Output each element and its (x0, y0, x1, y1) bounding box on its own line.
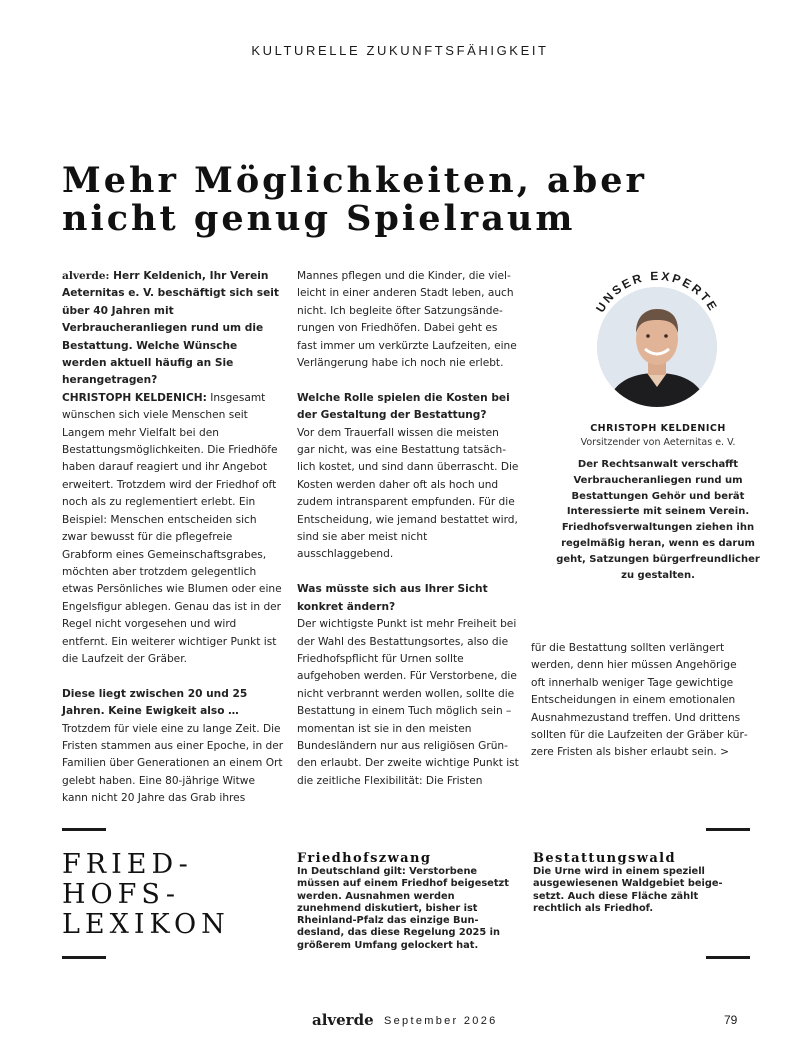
page-number: 79 (724, 1013, 738, 1027)
term-definition: Die Urne wird in einem speziell ausgewiesenen Waldgebiet beigesetzt. Auch diese Fläche zählt rechtlich als Friedhof. (533, 866, 723, 914)
question-3: Welche Rolle spielen die Kosten bei der Gestaltung der Bestattung? (297, 391, 510, 422)
answer-2: Trotzdem für viele eine zu lange Zeit. Die Fristen stammen aus einer Epoche, in der Familien über Generationen an einem Ort gelebt haben. Eine 80-jährige Witwe kann nicht 20 Jahre das Grab ihres (62, 722, 284, 805)
brand-label: alverde: (62, 270, 110, 282)
lexikon-top-rule (62, 828, 106, 831)
lexikon-term-1 (297, 851, 515, 952)
expert-badge (582, 263, 732, 413)
term-definition: In Deutschland gilt: Verstorbene müssen auf einem Friedhof beigesetzt werden. Ausnahmen werden zunehmend diskutiert, bisher ist Rheinland-Pfalz das einzige Bundesland, das diese Regelung 2025 in größerem Umfang gelockert hat. (297, 866, 509, 951)
expert-name: CHRISTOPH KELDENICH (590, 423, 726, 434)
speaker-label: CHRISTOPH KELDENICH: (62, 391, 207, 404)
lexikon-bottom-rule (62, 956, 106, 959)
headline-line-1: Mehr Möglichkeiten, aber (62, 160, 647, 201)
answer-4-continued: für die Bestattung sollten verlängert werden, denn hier müssen Angehörige oft innerhalb weniger Tage gewichtige Entscheidungen in einem emotionalen Ausnahmezustand treffen. Und drittens sollten für die Laufzeiten der Gräber kürzere Fristen als bisher erlaubt sein. > (531, 642, 748, 759)
question-2: Diese liegt zwischen 20 und 25 Jahren. Keine Ewigkeit also … (62, 687, 248, 718)
expert-description: Der Rechtsanwalt verschafft Verbraucheranliegen rund um Bestattungen Gehör und berät Interessierte mit seinem Verein. Friedhofsverwaltungen ziehen ihn regelmäßig heran, wenn es darum geht, Satzungen bürgerfreundlicher zu gestalten. (556, 459, 760, 581)
expert-role: Vorsitzender von Aeternitas e. V. (580, 437, 736, 448)
headline (62, 162, 742, 238)
answer-3: Vor dem Trauerfall wissen die meisten gar nicht, was eine Bestattung tatsächlich kostet, und sind dann überrascht. Die Kosten werden daher oft als hoch und zudem intransparent empfunden. Für die Entscheidung, wie jemand bestattet wird, sind sie aber meist nicht ausschlaggebend. (297, 426, 519, 561)
article-column-2 (297, 268, 519, 808)
answer-4: Der wichtigste Punkt ist mehr Freiheit bei der Wahl des Bestattungsortes, also die Friedhofspflicht für Urnen sollte aufgehoben werden. Für Verstorbene, die nicht verbrannt werden wollen, sollte die Bestattung in einem Tuch möglich sein – momentan ist sie in den meisten Bundesländern nur aus religiösen Gründen erlaubt. Der zweite wichtige Punkt ist die zeitliche Flexibilität: Die Fristen (297, 618, 519, 787)
footer-issue-date: September 2026 (384, 1015, 498, 1027)
headline-line-2: nicht genug Spielraum (62, 198, 576, 239)
lexikon-bottom-rule-right (706, 956, 750, 959)
article-column-1 (62, 268, 284, 825)
lexikon-title: FRIED- HOFS- LEXIKON (62, 849, 230, 940)
expert-portrait (597, 287, 717, 407)
person-portrait-icon (597, 287, 717, 407)
term-heading: Friedhofszwang (297, 851, 432, 866)
lexikon-term-2 (533, 851, 743, 915)
expert-badge-text: UNSER EXPERTE (593, 268, 721, 315)
question-4: Was müsste sich aus Ihrer Sicht konkret ändern? (297, 583, 488, 613)
answer-2-continued: Mannes pflegen und die Kinder, die vielleicht in einer anderen Stadt leben, auch nicht. Ich begleite öfter Satzungsänderungen von Friedhöfen. Dabei geht es fast immer um verkürzte Laufzeiten, eine Verlängerung habe ich noch nie erlebt. (297, 270, 517, 370)
term-heading: Bestattungswald (533, 851, 676, 866)
answer-1: CHRISTOPH KELDENICH: Insgesamt wünschen sich viele Menschen seit Langem mehr Vielfalt bei den Bestattungsmöglichkeiten. Die Friedhöfe haben darauf reagiert und ihr Angebot erweitert. Trotzdem wird der Friedhof oft noch als zu reglementiert erlebt. Ein Beispiel: Menschen entscheiden sich zwar bewusst für die pflegefreie Grabform eines Gemeinschaftsgrabes, möchten aber trotzdem gelegentlich etwas Persönliches wie Blumen oder eine Engelsfigur ablegen. Genau das ist in der Regel nicht vorgesehen und wird entfernt. Ein weiterer wichtiger Punkt ist die Laufzeit der Gräber. (62, 391, 282, 665)
lexikon-top-rule-right (706, 828, 750, 831)
footer-brand-logo: alverde (312, 1011, 374, 1029)
section-kicker: KULTURELLE ZUKUNFTSFÄHIGKEIT (251, 43, 549, 58)
question-1: alverde: Herr Keldenich, Ihr Verein Aeternitas e. V. beschäftigt sich seit über 40 Jahren mit Verbraucheranliegen rund um die Bestattung. Welche Wünsche werden aktuell häufig an Sie herangetragen? CHRISTOPH KELDENICH: Insgesamt wünschen sich viele Menschen seit Langem mehr Vielfalt bei den Bestattungsmöglichkeiten. Die Friedhöfe haben darauf reagiert und ihr Angebot erweitert. Trotzdem wird der Friedhof oft noch als zu reglementiert erlebt. Ein Beispiel: Menschen entscheiden sich zwar bewusst für die pflegefreie Grabform eines Gemeinschaftsgrabes, möchten aber trotzdem gelegentlich etwas Persönliches wie Blumen oder eine Engelsfigur ablegen. Genau das ist in der Regel nicht vorgesehen und wird entfernt. Ein weiterer wichtiger Punkt ist die Laufzeit der Gräber. (62, 270, 282, 665)
article-column-3 (531, 640, 753, 779)
